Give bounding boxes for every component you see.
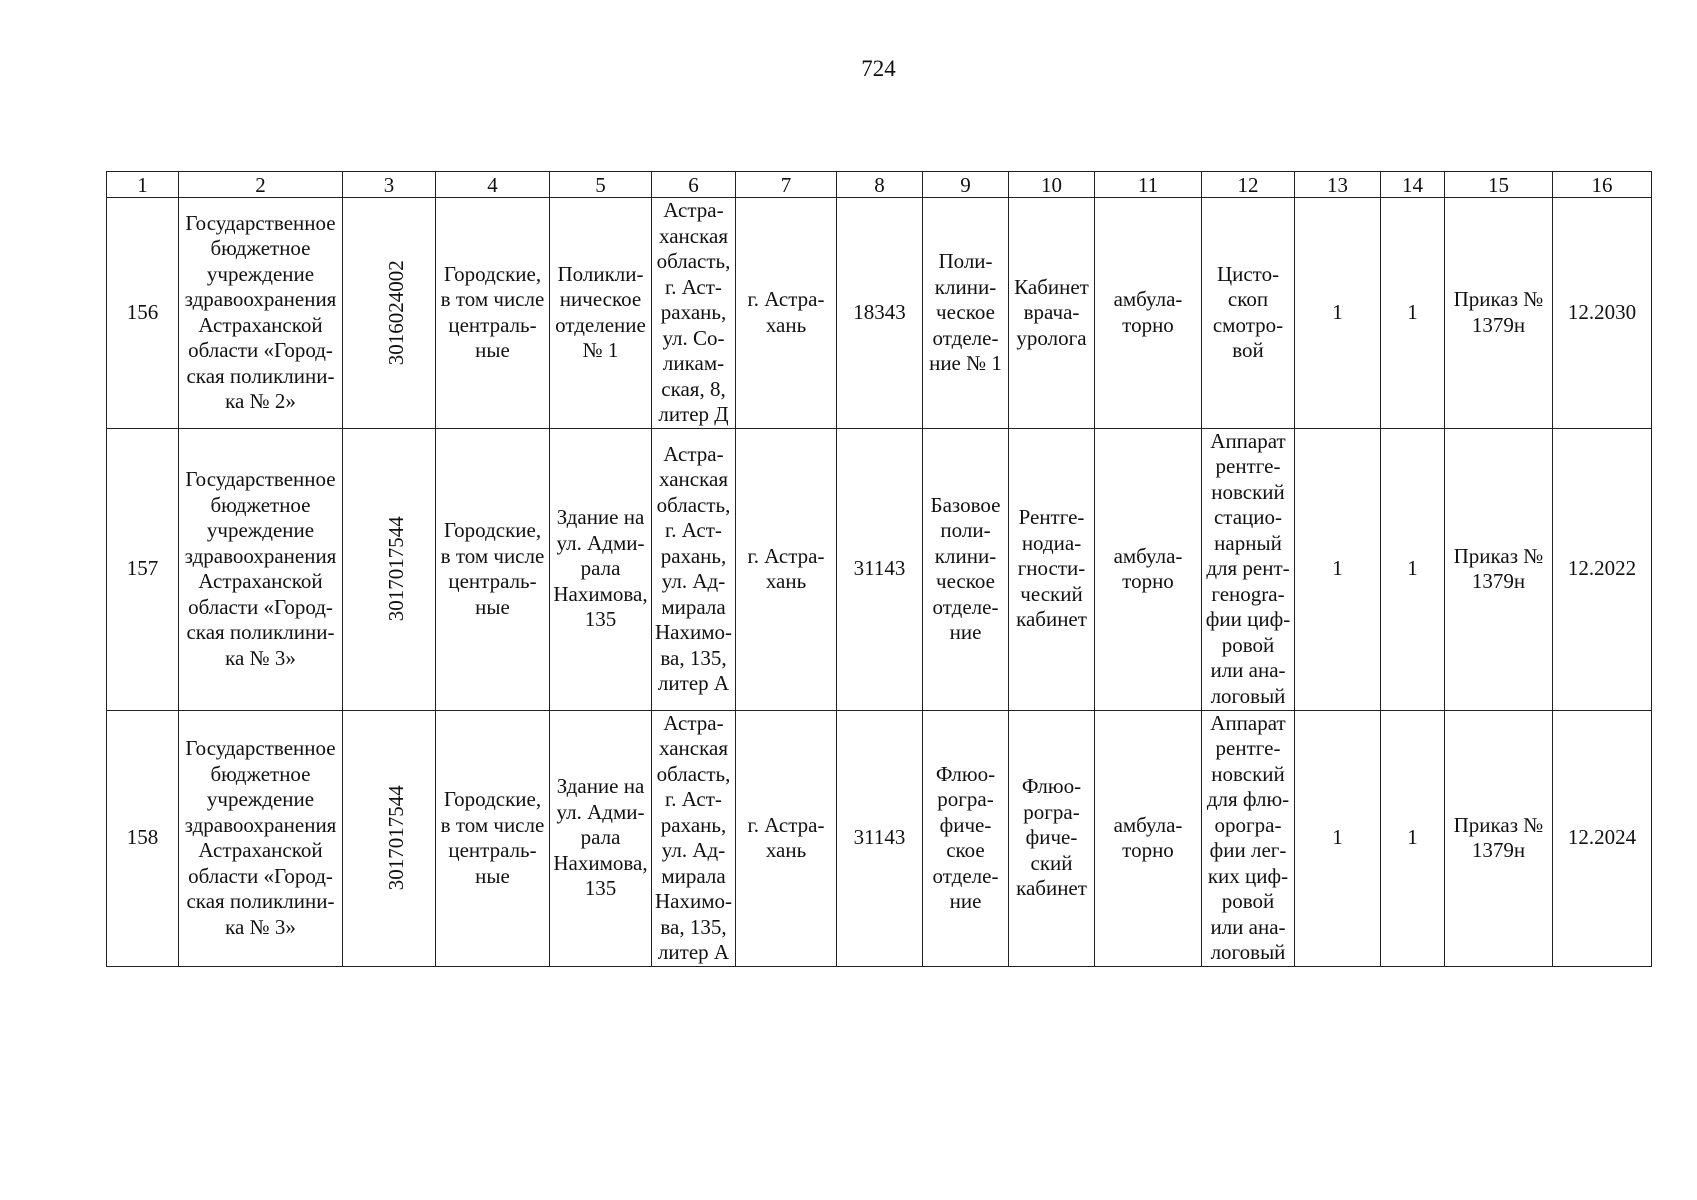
locality: г. Астра- хань — [736, 198, 837, 429]
inn-cell — [343, 428, 436, 710]
page-number: 724 — [861, 56, 896, 81]
column-number: 12 — [1202, 172, 1295, 198]
column-number: 7 — [736, 172, 837, 198]
inn-cell — [343, 710, 436, 966]
column-number: 9 — [923, 172, 1009, 198]
column-number: 16 — [1553, 172, 1652, 198]
structural-unit: Поликли- ническое отделение № 1 — [550, 198, 652, 429]
structural-unit: Здание на ул. Адми- рала Нахимова, 135 — [550, 710, 652, 966]
quantity-required: 1 — [1295, 198, 1381, 429]
room: Флюо- рогра- фиче- ский кабинет — [1009, 710, 1095, 966]
column-number: 3 — [343, 172, 436, 198]
column-number: 5 — [550, 172, 652, 198]
department: Поли- клини- ческое отделе- ние № 1 — [923, 198, 1009, 429]
structural-unit: Здание на ул. Адми- рала Нахимова, 135 — [550, 428, 652, 710]
settlement-category: Городские, в том числе централь- ные — [436, 198, 550, 429]
address: Астра- ханская область, г. Аст- рахань, ул. Ад- мирала Нахимо- ва, 135, литер А — [652, 710, 736, 966]
care-mode: амбула- торно — [1095, 710, 1202, 966]
inn-value: 3016024002 — [383, 260, 408, 366]
care-mode: амбула- торно — [1095, 198, 1202, 429]
settlement-category: Городские, в том числе централь- ные — [436, 710, 550, 966]
column-number: 6 — [652, 172, 736, 198]
deadline-date: 12.2022 — [1553, 428, 1652, 710]
code: 31143 — [837, 710, 923, 966]
organization-name: Государственное бюджетное учреждение здравоохранения Астраханской области «Город- ская поликлини- ка № 3» — [179, 428, 343, 710]
department: Флюо- рогра- фиче- ское отделе- ние — [923, 710, 1009, 966]
address: Астра- ханская область, г. Аст- рахань, ул. Со- ликам- ская, 8, литер Д — [652, 198, 736, 429]
order-reference: Приказ № 1379н — [1445, 710, 1553, 966]
care-mode: амбула- торно — [1095, 428, 1202, 710]
room: Кабинет врача- уролога — [1009, 198, 1095, 429]
organization-name: Государственное бюджетное учреждение здравоохранения Астраханской области «Город- ская поликлини- ка № 2» — [179, 198, 343, 429]
column-number: 8 — [837, 172, 923, 198]
column-number: 2 — [179, 172, 343, 198]
inn-value: 3017017544 — [383, 516, 408, 622]
column-number: 4 — [436, 172, 550, 198]
table-row — [107, 198, 1652, 429]
column-number: 15 — [1445, 172, 1553, 198]
quantity-required: 1 — [1295, 428, 1381, 710]
column-number: 13 — [1295, 172, 1381, 198]
row-number: 158 — [107, 710, 179, 966]
settlement-category: Городские, в том числе централь- ные — [436, 428, 550, 710]
quantity-planned: 1 — [1381, 710, 1445, 966]
column-number: 1 — [107, 172, 179, 198]
room: Рентге- нодиа- гности- ческий кабинет — [1009, 428, 1095, 710]
order-reference: Приказ № 1379н — [1445, 428, 1553, 710]
locality: г. Астра- хань — [736, 428, 837, 710]
table-row — [107, 710, 1652, 966]
order-reference: Приказ № 1379н — [1445, 198, 1553, 429]
code: 18343 — [837, 198, 923, 429]
quantity-planned: 1 — [1381, 428, 1445, 710]
address: Астра- ханская область, г. Аст- рахань, ул. Ад- мирала Нахимо- ва, 135, литер А — [652, 428, 736, 710]
organization-name: Государственное бюджетное учреждение здравоохранения Астраханской области «Город- ская поликлини- ка № 3» — [179, 710, 343, 966]
code: 31143 — [837, 428, 923, 710]
column-number: 10 — [1009, 172, 1095, 198]
equipment: Аппарат рентге- новский для флю- орогра- фии лег- ких циф- ровой или ана- логовый — [1202, 710, 1295, 966]
quantity-planned: 1 — [1381, 198, 1445, 429]
locality: г. Астра- хань — [736, 710, 837, 966]
equipment-registry-table — [106, 171, 1652, 967]
column-number: 14 — [1381, 172, 1445, 198]
inn-value: 3017017544 — [383, 785, 408, 891]
department: Базовое поли- клини- ческое отделе- ние — [923, 428, 1009, 710]
row-number: 157 — [107, 428, 179, 710]
quantity-required: 1 — [1295, 710, 1381, 966]
column-number-row — [107, 172, 1652, 198]
deadline-date: 12.2030 — [1553, 198, 1652, 429]
row-number: 156 — [107, 198, 179, 429]
equipment: Цисто- скоп смотро- вой — [1202, 198, 1295, 429]
deadline-date: 12.2024 — [1553, 710, 1652, 966]
table-row — [107, 428, 1652, 710]
column-number: 11 — [1095, 172, 1202, 198]
equipment: Аппарат рентге- новский стацио- нарный для рент- генogra- фии циф- ровой или ана- логовый — [1202, 428, 1295, 710]
inn-cell — [343, 198, 436, 429]
